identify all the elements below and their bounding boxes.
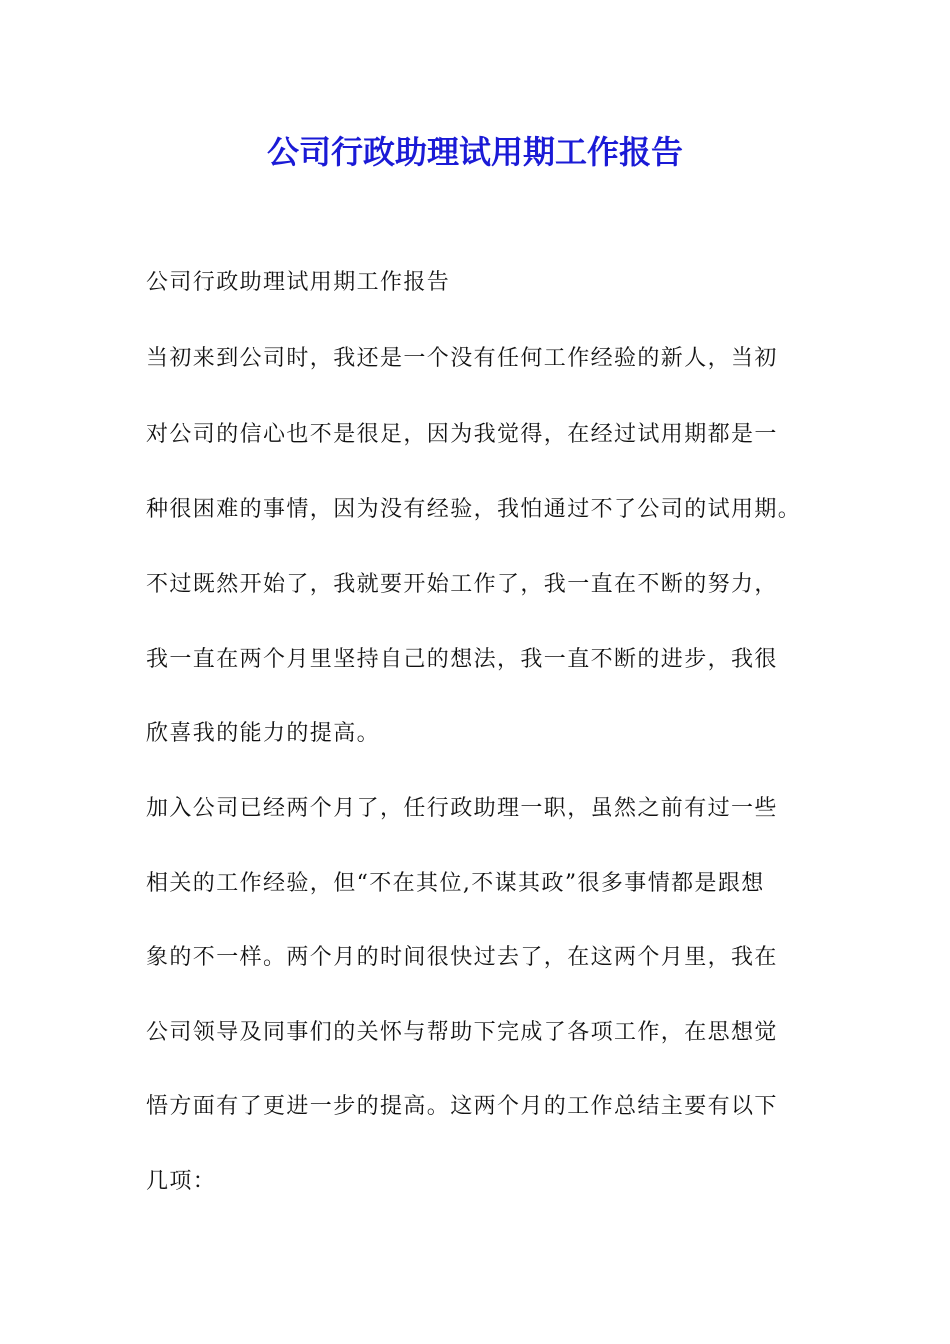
paragraph-line: 种很困难的事情，因为没有经验，我怕通过不了公司的试用期。 — [146, 497, 802, 522]
paragraph-line: 相关的工作经验，但“不在其位,不谋其政”很多事情都是跟想 — [146, 871, 765, 896]
document-title: 公司行政助理试用期工作报告 — [266, 133, 683, 171]
paragraph-line: 欣喜我的能力的提高。 — [146, 721, 381, 746]
paragraph-line: 几项： — [146, 1169, 217, 1194]
paragraph-line: 我一直在两个月里坚持自己的想法，我一直不断的进步，我很 — [146, 647, 778, 672]
paragraph-line: 悟方面有了更进一步的提高。这两个月的工作总结主要有以下 — [146, 1094, 778, 1119]
paragraph-line: 当初来到公司时，我还是一个没有任何工作经验的新人，当初 — [146, 346, 778, 371]
document-subtitle: 公司行政助理试用期工作报告 — [146, 270, 451, 295]
paragraph-line: 不过既然开始了，我就要开始工作了，我一直在不断的努力， — [146, 572, 778, 597]
paragraph-line: 加入公司已经两个月了，任行政助理一职，虽然之前有过一些 — [146, 796, 778, 821]
paragraph-line: 象的不一样。两个月的时间很快过去了，在这两个月里，我在 — [146, 945, 778, 970]
paragraph-line: 对公司的信心也不是很足，因为我觉得，在经过试用期都是一 — [146, 422, 778, 447]
paragraph-line: 公司领导及同事们的关怀与帮助下完成了各项工作，在思想觉 — [146, 1020, 778, 1045]
